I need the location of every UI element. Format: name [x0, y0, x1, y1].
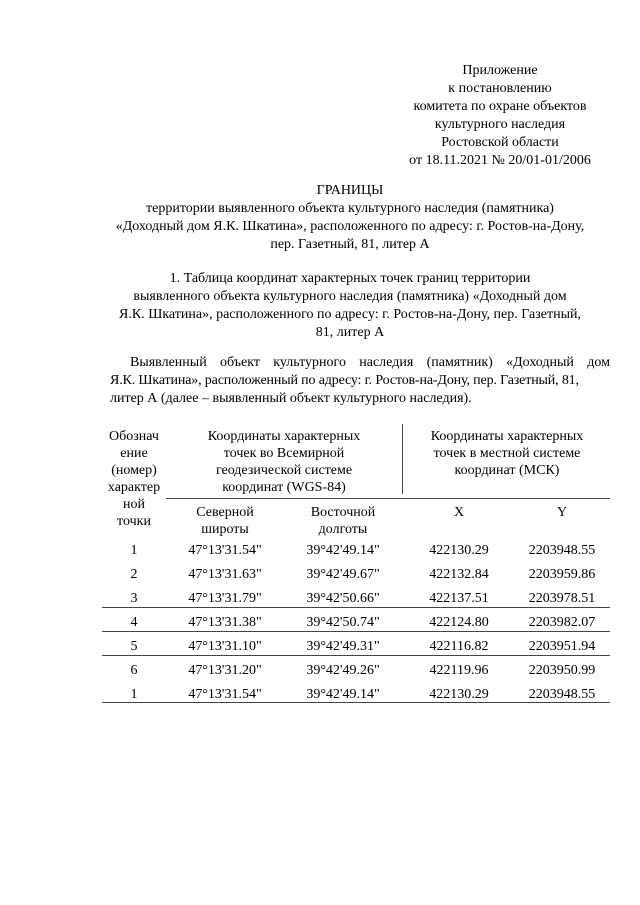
table-cell-y: 2203948.55 — [528, 687, 596, 702]
table-cell-lat: 47°13'31.54" — [188, 687, 262, 702]
table-cell-lon: 39°42'49.67" — [306, 567, 380, 582]
intro-word: «Доходный — [506, 355, 574, 370]
table-cell-n: 1 — [130, 687, 138, 702]
header-point-number — [102, 428, 166, 530]
header-text: координат (WGS-84) — [222, 480, 346, 495]
table-cell-x: 422130.29 — [429, 543, 489, 558]
table-cell-y: 2203959.86 — [528, 567, 596, 582]
header-text: ной — [123, 497, 145, 512]
table-cell-n: 6 — [130, 663, 138, 678]
intro-word: (памятник) — [426, 355, 493, 370]
caption-line: 1. Таблица координат характерных точек границ территории — [169, 271, 531, 286]
appendix-line: Приложение — [462, 63, 538, 78]
table-cell-x: 422130.29 — [429, 687, 489, 702]
appendix-block — [380, 62, 620, 170]
table-row — [102, 659, 610, 682]
table-row — [102, 539, 610, 562]
table-row — [102, 611, 610, 634]
caption-line: выявленного объекта культурного наследия (памятника) «Доходный дом — [133, 289, 567, 304]
table-cell-lon: 39°42'49.14" — [306, 543, 380, 558]
document-subtitle — [80, 200, 620, 254]
table-row — [102, 563, 610, 586]
table-cell-y: 2203948.55 — [528, 543, 596, 558]
header-text: широты — [201, 522, 249, 537]
appendix-line: от 18.11.2021 № 20/01-01/2006 — [409, 153, 591, 168]
header-text: точек в местной системе — [433, 446, 581, 461]
table-cell-lon: 39°42'49.31" — [306, 639, 380, 654]
intro-word: культурного — [273, 355, 346, 370]
table-row — [102, 587, 610, 610]
intro-word: Выявленный — [130, 355, 207, 370]
table-cell-lat: 47°13'31.54" — [188, 543, 262, 558]
table-row — [102, 635, 610, 658]
header-text: координат (МСК) — [454, 463, 560, 478]
intro-paragraph — [110, 354, 610, 408]
table-cell-lon: 39°42'50.74" — [306, 615, 380, 630]
table-cell-lon: 39°42'50.66" — [306, 591, 380, 606]
header-text: Северной — [196, 505, 254, 520]
caption-line: Я.К. Шкатина», расположенного по адресу: г. Ростов-на-Дону, пер. Газетный, — [119, 307, 581, 322]
table-cell-x: 422132.84 — [429, 567, 489, 582]
header-msk — [404, 428, 610, 479]
table-divider — [402, 424, 403, 494]
table-cell-y: 2203982.07 — [528, 615, 596, 630]
table-cell-x: 422116.82 — [429, 639, 489, 654]
table-cell-lon: 39°42'49.26" — [306, 663, 380, 678]
table-cell-lat: 47°13'31.79" — [188, 591, 262, 606]
table-cell-n: 4 — [130, 615, 138, 630]
appendix-line: комитета по охране объектов — [413, 99, 587, 114]
table-cell-lat: 47°13'31.20" — [188, 663, 262, 678]
header-text: Координаты характерных — [207, 429, 361, 444]
appendix-line: к постановлению — [448, 81, 552, 96]
caption-line: 81, литер А — [315, 325, 385, 340]
subheader-y: Y — [556, 505, 568, 520]
intro-line — [110, 354, 610, 372]
header-text: (номер) — [111, 463, 157, 478]
table-cell-n: 1 — [130, 543, 138, 558]
subheader-latitude — [166, 504, 284, 538]
intro-line: Я.К. Шкатина», расположенный по адресу: г. Ростов-на-Дону, пер. Газетный, 81, — [110, 373, 579, 388]
document-title: ГРАНИЦЫ — [316, 183, 384, 198]
header-text: долготы — [318, 522, 368, 537]
table-cell-lat: 47°13'31.10" — [188, 639, 262, 654]
header-wgs84 — [166, 428, 402, 496]
subtitle-line: пер. Газетный, 81, литер А — [270, 237, 430, 252]
table-cell-n: 5 — [130, 639, 138, 654]
table-row — [102, 683, 610, 706]
table-cell-n: 3 — [130, 591, 138, 606]
intro-word: наследия — [359, 355, 414, 370]
subtitle-line: «Доходный дом Я.К. Шкатина», расположенного по адресу: г. Ростов-на-Дону, — [115, 219, 585, 234]
subtitle-line: территории выявленного объекта культурного наследия (памятника) — [146, 201, 554, 216]
table-cell-lon: 39°42'49.14" — [306, 687, 380, 702]
intro-line: литер А (далее – выявленный объект культурного наследия). — [110, 391, 472, 406]
header-text: Восточной — [310, 505, 376, 520]
table-cell-x: 422137.51 — [429, 591, 489, 606]
table-cell-lat: 47°13'31.63" — [188, 567, 262, 582]
header-text: геодезической системе — [215, 463, 353, 478]
table-cell-lat: 47°13'31.38" — [188, 615, 262, 630]
header-text: точек во Всемирной — [223, 446, 345, 461]
header-text: точки — [117, 514, 151, 529]
appendix-line: культурного наследия — [434, 117, 566, 132]
table-cell-x: 422119.96 — [429, 663, 489, 678]
table-divider — [166, 498, 610, 499]
subheader-x: X — [453, 505, 465, 520]
table-cell-y: 2203951.94 — [528, 639, 596, 654]
header-text: Координаты характерных — [430, 429, 584, 444]
intro-word: объект — [220, 355, 260, 370]
header-text: Обознач — [109, 429, 159, 444]
header-text: ение — [120, 446, 148, 461]
table-cell-x: 422124.80 — [429, 615, 489, 630]
appendix-line: Ростовской области — [441, 135, 559, 150]
header-text: характер — [107, 480, 161, 495]
table-cell-y: 2203978.51 — [528, 591, 596, 606]
intro-word: дом — [587, 355, 610, 370]
table-cell-n: 2 — [130, 567, 138, 582]
table-cell-y: 2203950.99 — [528, 663, 596, 678]
table-caption — [80, 270, 620, 342]
subheader-longitude — [284, 504, 402, 538]
